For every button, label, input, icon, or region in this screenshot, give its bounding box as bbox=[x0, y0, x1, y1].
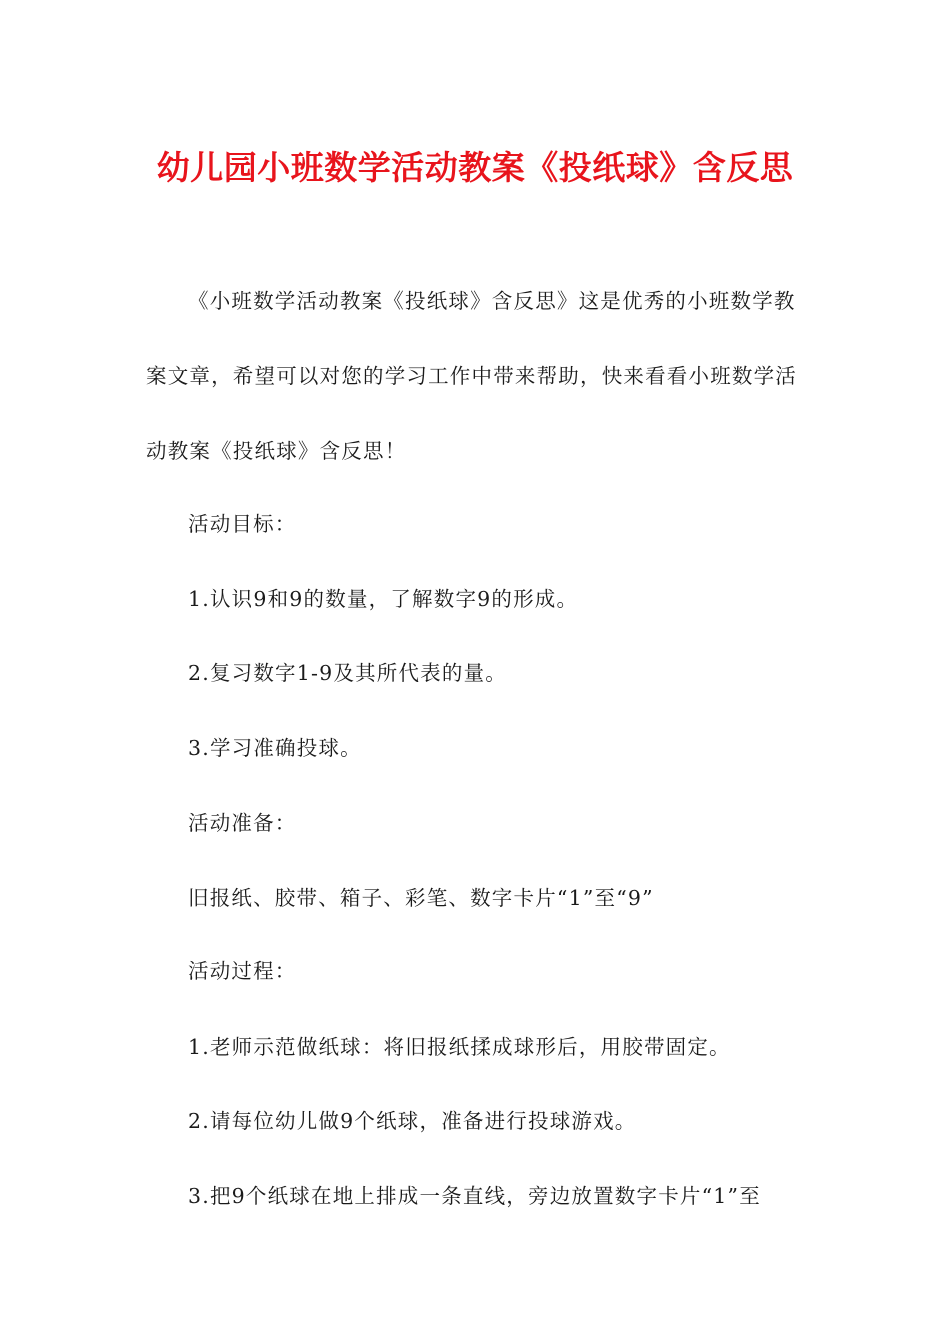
intro-paragraph: 《小班数学活动教案《投纸球》含反思》这是优秀的小班数学教案文章，希望可以对您的学习工作中带来帮助，快来看看小班数学活动教案《投纸球》含反思！ bbox=[146, 289, 797, 463]
document-title: 幼儿园小班数学活动教案《投纸球》含反思 bbox=[156, 148, 794, 187]
goal-item-1: 1.认识9和9的数量，了解数字9的形成。 bbox=[188, 587, 579, 611]
process-step-2: 2.请每位幼儿做9个纸球，准备进行投球游戏。 bbox=[188, 1109, 637, 1133]
goal-item-2: 2.复习数字1-9及其所代表的量。 bbox=[188, 661, 507, 685]
process-step-3: 3.把9个纸球在地上排成一条直线，旁边放置数字卡片“1”至 bbox=[188, 1184, 761, 1208]
process-heading: 活动过程： bbox=[188, 959, 297, 983]
goals-heading: 活动目标： bbox=[188, 512, 297, 536]
process-step-1: 1.老师示范做纸球：将旧报纸揉成球形后，用胶带固定。 bbox=[188, 1035, 731, 1059]
prep-items: 旧报纸、胶带、箱子、彩笔、数字卡片“1”至“9” bbox=[188, 886, 654, 910]
prep-heading: 活动准备： bbox=[188, 811, 297, 835]
goal-item-3: 3.学习准确投球。 bbox=[188, 736, 362, 760]
